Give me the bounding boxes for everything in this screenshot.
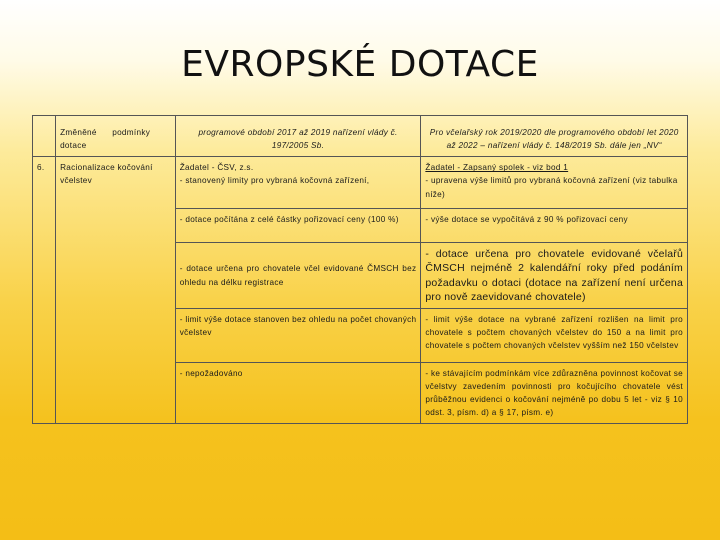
cell-old: - nepožadováno	[175, 362, 421, 424]
header-period-2020-2022: Pro včelařský rok 2019/2020 dle programového období let 2020 až 2022 – nařízení vlády č. 148/2019 Sb. dále jen „NV“	[421, 116, 688, 157]
subsidy-conditions-table	[32, 115, 688, 424]
table-header-row	[33, 116, 688, 157]
cell-old: - dotace počítána z celé částky pořizovací ceny (100 %)	[175, 209, 421, 243]
table-row	[33, 157, 688, 209]
old-applicant-lead: Žadatel - ČSV, z.s.	[179, 163, 254, 173]
cell-new: - výše dotace se vypočítává z 90 % pořizovací ceny	[421, 209, 688, 243]
row-number: 6.	[33, 157, 56, 424]
new-applicant-lead: Žadatel - Zapsaný spolek - viz bod 1	[425, 163, 569, 173]
header-empty-cell	[33, 116, 56, 157]
cell-new: - limit výše dotace na vybrané zařízení rozlišen na limit pro chovatele s počtem chovaných včelstev do 150 a na limit pro chovatele s počtem chovaných včelstev vyšším než 150 včelstev	[421, 308, 688, 362]
row-label: Racionalizace kočování včelstev	[56, 157, 176, 424]
header-period-2017-2019: programové období 2017 až 2019 nařízení vlády č. 197/2005 Sb.	[175, 116, 421, 157]
cell-new: - dotace určena pro chovatele evidované včelařů ČMSCH nejméně 2 kalendářní roky před podáním požadavku o dotaci (dotace na zařízení není určena pro nově zaevidované chovatele)	[421, 243, 688, 309]
page-title: EVROPSKÉ DOTACE	[181, 44, 539, 85]
cell-new-applicant	[421, 157, 688, 209]
header-changed-conditions: Změněné podmínky dotace	[56, 116, 176, 157]
cell-old: - limit výše dotace stanoven bez ohledu na počet chovaných včelstev	[175, 308, 421, 362]
cell-old: - dotace určena pro chovatele včel evidované ČMSCH bez ohledu na délku registrace	[175, 243, 421, 309]
old-applicant-text: - stanovený limity pro vybraná kočovná zařízení,	[179, 176, 370, 186]
cell-new: - ke stávajícím podmínkám více zdůrazněna povinnost kočovat se včelstvy zavedením povinnosti pro kočujícího chovatele vést průběžnou evidenci o kočování nejméně po dobu 5 let - viz § 10 odst. 3, písm. d) a § 17, písm. e)	[421, 362, 688, 424]
cell-old-applicant	[175, 157, 421, 209]
new-applicant-text: - upravena výše limitů pro vybraná kočovná zařízení (viz tabulka níže)	[425, 176, 678, 199]
